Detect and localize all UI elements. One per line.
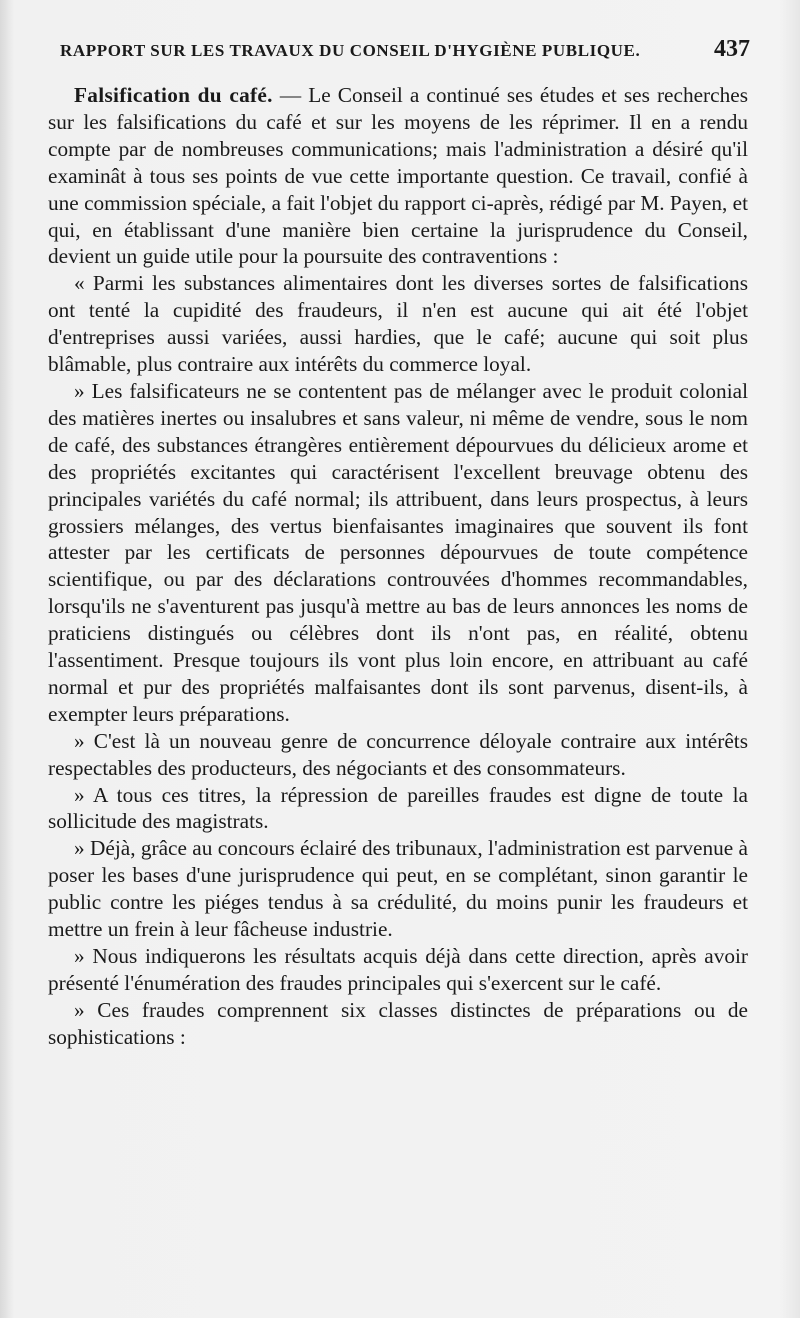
- paragraph: » Ces fraudes comprennent six classes distinctes de préparations ou de sophistications :: [48, 997, 748, 1049]
- paragraph: » Déjà, grâce au concours éclairé des tribunaux, l'administration est parvenue à poser les bases d'une jurisprudence qui peut, en se complétant, sinon garantir le public contre les piéges tendus à sa crédulité, du moins punir les fraudeurs et mettre un frein à leur fâcheuse industrie.: [48, 836, 748, 942]
- lead-paragraph: [48, 82, 748, 270]
- running-title: RAPPORT SUR LES TRAVAUX DU CONSEIL D'HYGIÈNE PUBLIQUE.: [60, 41, 641, 60]
- lead-text: — Le Conseil a continué ses études et ses recherches sur les falsifications du café et sur les moyens de les réprimer. Il en a rendu compte par de nombreuses communications; mais l'administration a désiré qu'il examinât à tous ses points de vue cette importante question. Ce travail, confié à une commission spéciale, a fait l'objet du rapport ci-après, rédigé par M. Payen, et qui, en établissant d'une manière bien certaine la jurisprudence du Conseil, devient un guide utile pour la poursuite des contraventions :: [48, 83, 748, 269]
- running-header: [60, 36, 750, 63]
- paragraph: » Nous indiquerons les résultats acquis déjà dans cette direction, après avoir présenté l'énumération des fraudes principales qui s'exercent sur le café.: [48, 944, 748, 995]
- paragraph: » A tous ces titres, la répression de pareilles fraudes est digne de toute la sollicitude des magistrats.: [48, 782, 748, 834]
- page-body: [48, 82, 748, 1051]
- paragraph: » Les falsificateurs ne se contentent pas de mélanger avec le produit colonial des matières inertes ou insalubres et sans valeur, ni même de vendre, sous le nom de café, des substances étrangères entièrement dépourvues du délicieux arome et des propriétés excitantes qui caractérisent l'excellent breuvage obtenu des principales variétés du café normal; ils attribuent, dans leurs prospectus, à leurs grossiers mélanges, des vertus bienfaisantes imaginaires que souvent ils font attester par les certificats de personnes dépourvues de toute compétence scientifique, ou par des déclarations controuvées d'hommes recommandables, lorsqu'ils ne s'aventurent pas jusqu'à mettre au bas de leurs annonces les noms de praticiens distingués ou célèbres dont ils n'ont pas, en réalité, obtenu l'assentiment. Presque toujours ils vont plus loin encore, en attribuant au café normal et pur des propriétés malfaisantes dont ils sont parvenus, disent-ils, à exempter leurs préparations.: [48, 378, 748, 726]
- paragraph: » C'est là un nouveau genre de concurrence déloyale contraire aux intérêts respectables des producteurs, des négociants et des consommateurs.: [48, 728, 748, 780]
- page-number: 437: [714, 36, 750, 62]
- section-title: Falsification du café.: [74, 83, 273, 107]
- paragraph: « Parmi les substances alimentaires dont les diverses sortes de falsifications ont tenté la cupidité des fraudeurs, il n'en est aucune qui ait été l'objet d'entreprises aussi variées, aussi hardies, que le café; aucune qui soit plus blâmable, plus contraire aux intérêts du commerce loyal.: [48, 271, 748, 377]
